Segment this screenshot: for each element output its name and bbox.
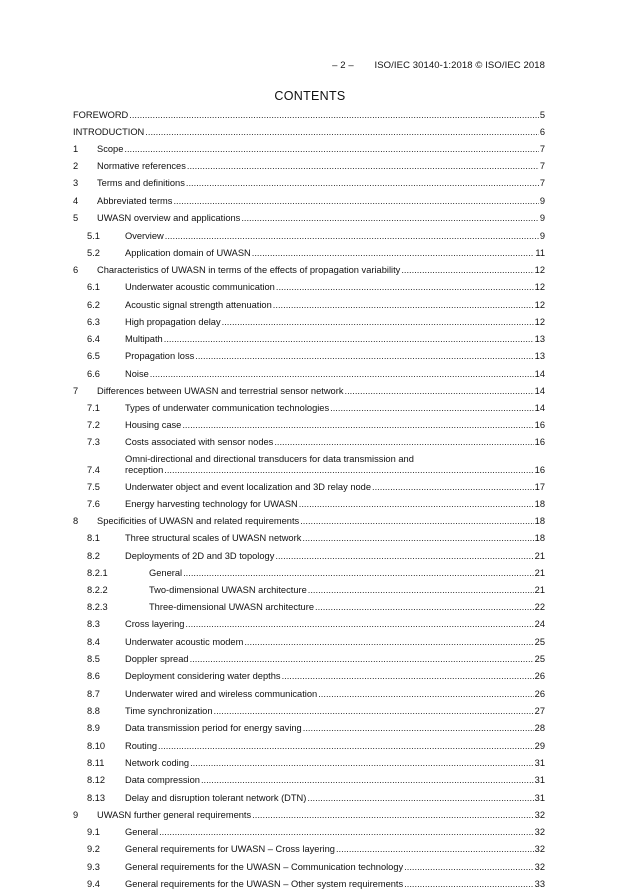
toc-entry-number: 9.1 [87, 827, 100, 837]
toc-entry[interactable] [73, 723, 545, 734]
toc-entry[interactable] [73, 844, 545, 855]
toc-entry-title: INTRODUCTION [73, 127, 145, 137]
toc-entry[interactable] [73, 671, 545, 682]
toc-entry-title: Acoustic signal strength attenuation [125, 300, 272, 310]
dot-leader [182, 420, 533, 431]
toc-entry[interactable] [73, 369, 545, 380]
toc-entry[interactable] [73, 265, 545, 276]
toc-entry-title-continued: reception [125, 465, 164, 475]
toc-entry[interactable] [73, 231, 545, 242]
toc-entry-title: General [125, 827, 159, 837]
toc-entry-title: General requirements for the UWASN – Other system requirements [125, 879, 404, 889]
toc-entry-number: 4 [73, 196, 79, 206]
toc-entry[interactable] [73, 533, 545, 544]
dot-leader [300, 516, 533, 527]
toc-entry-number: 8.1 [87, 533, 100, 543]
toc-entry-page: 21 [534, 585, 545, 595]
standard-reference: ISO/IEC 30140-1:2018 © ISO/IEC 2018 [374, 60, 545, 71]
toc-entry-title: Time synchronization [125, 706, 213, 716]
toc-entry-page: 6 [539, 127, 545, 137]
toc-entry-page: 21 [534, 568, 545, 578]
toc-entry-title: Characteristics of UWASN in terms of the effects of propagation variability [97, 265, 401, 275]
toc-entry-number: 8.3 [87, 619, 100, 629]
toc-entry[interactable] [73, 127, 545, 138]
toc-entry[interactable] [73, 437, 545, 448]
toc-entry-title: Normative references [97, 161, 186, 171]
toc-entry-title: Differences between UWASN and terrestrial sensor network [97, 386, 344, 396]
toc-entry[interactable] [73, 775, 545, 786]
dot-leader [129, 110, 539, 121]
toc-entry[interactable] [73, 758, 545, 769]
dot-leader [164, 465, 533, 476]
toc-entry-page: 32 [534, 810, 545, 820]
toc-entry-number: 9.3 [87, 862, 100, 872]
toc-entry-page: 18 [534, 516, 545, 526]
toc-entry[interactable] [73, 454, 545, 476]
dot-leader [404, 879, 534, 890]
toc-entry-page: 22 [534, 602, 545, 612]
toc-entry-page: 33 [534, 879, 545, 889]
dot-leader [173, 196, 538, 207]
toc-entry-number: 8.2.3 [87, 602, 108, 612]
toc-entry[interactable] [73, 637, 545, 648]
dot-leader [307, 793, 533, 804]
toc-entry[interactable] [73, 110, 545, 121]
dot-leader [186, 178, 539, 189]
toc-entry-page: 7 [539, 178, 545, 188]
dot-leader [222, 317, 534, 328]
toc-entry-title: Two-dimensional UWASN architecture [149, 585, 307, 595]
toc-entry-number: 7.3 [87, 437, 100, 447]
dot-leader [404, 862, 533, 873]
toc-entry[interactable] [73, 334, 545, 345]
toc-entry-title: UWASN overview and applications [97, 213, 241, 223]
toc-entry-page: 16 [534, 420, 545, 430]
dot-leader [299, 499, 534, 510]
toc-entry-number: 7.5 [87, 482, 100, 492]
dot-leader [252, 248, 535, 259]
toc-entry-number: 7.2 [87, 420, 100, 430]
toc-entry-title: Doppler spread [125, 654, 189, 664]
dot-leader [190, 654, 534, 665]
toc-entry-number: 8.6 [87, 671, 100, 681]
toc-entry[interactable] [73, 862, 545, 873]
toc-entry-number: 7.1 [87, 403, 100, 413]
toc-entry-number: 8.7 [87, 689, 100, 699]
dot-leader [241, 213, 539, 224]
dot-leader [214, 706, 534, 717]
toc-entry-page: 24 [534, 619, 545, 629]
toc-entry-title: Underwater acoustic modem [125, 637, 244, 647]
dot-leader [183, 568, 534, 579]
toc-entry-title: Application domain of UWASN [125, 248, 251, 258]
toc-entry-number: 8.10 [87, 741, 106, 751]
page-number: – 2 – [332, 60, 354, 71]
toc-entry-number: 5.1 [87, 231, 100, 241]
toc-entry-page: 32 [534, 862, 545, 872]
toc-entry-page: 7 [539, 161, 545, 171]
toc-entry-page: 12 [534, 317, 545, 327]
toc-entry[interactable] [73, 178, 545, 189]
toc-entry-title: Abbreviated terms [97, 196, 173, 206]
toc-entry[interactable] [73, 144, 545, 155]
toc-entry[interactable] [73, 499, 545, 510]
toc-entry-title: General requirements for UWASN – Cross layering [125, 844, 335, 854]
dot-leader [303, 723, 534, 734]
dot-leader [344, 386, 533, 397]
toc-entry-title: Omni-directional and directional transducers for data transmission and [125, 454, 414, 464]
toc-entry-page: 31 [534, 758, 545, 768]
toc-entry-page: 5 [539, 110, 545, 120]
dot-leader [274, 437, 533, 448]
toc-entry[interactable] [73, 403, 545, 414]
toc-entry-title: Multipath [125, 334, 163, 344]
toc-entry-number: 8.9 [87, 723, 100, 733]
toc-entry-number: 8.5 [87, 654, 100, 664]
toc-entry-number: 8.8 [87, 706, 100, 716]
toc-entry-page: 26 [534, 671, 545, 681]
toc-entry[interactable] [73, 482, 545, 493]
toc-entry[interactable] [73, 161, 545, 172]
toc-entry[interactable] [73, 300, 545, 311]
toc-entry-number: 8.13 [87, 793, 106, 803]
toc-entry-page: 31 [534, 793, 545, 803]
toc-entry-page: 21 [534, 551, 545, 561]
dot-leader [275, 551, 533, 562]
toc-entry-title: Underwater acoustic communication [125, 282, 275, 292]
toc-entry-page: 14 [534, 369, 545, 379]
toc-entry-page: 25 [534, 654, 545, 664]
toc-entry-page: 11 [535, 248, 545, 258]
dot-leader [124, 144, 538, 155]
toc-entry[interactable] [73, 827, 545, 838]
toc-entry-title: Costs associated with sensor nodes [125, 437, 274, 447]
dot-leader [244, 637, 533, 648]
toc-entry-title: High propagation delay [125, 317, 221, 327]
toc-entry-title: Delay and disruption tolerant network (DTN) [125, 793, 307, 803]
toc-entry-title: Underwater wired and wireless communication [125, 689, 318, 699]
toc-entry-page: 29 [534, 741, 545, 751]
toc-entry-title: Deployments of 2D and 3D topology [125, 551, 275, 561]
toc-entry[interactable] [73, 706, 545, 717]
dot-leader [252, 810, 534, 821]
toc-entry-page: 27 [534, 706, 545, 716]
toc-entry-page: 14 [534, 386, 545, 396]
toc-entry-page: 13 [534, 334, 545, 344]
toc-entry-number: 8.2.1 [87, 568, 108, 578]
toc-entry[interactable] [73, 282, 545, 293]
toc-entry-number: 8.2 [87, 551, 100, 561]
dot-leader [164, 334, 534, 345]
toc-entry-number: 1 [73, 144, 79, 154]
dot-leader [318, 689, 533, 700]
dot-leader [190, 758, 534, 769]
toc-entry-page: 12 [534, 300, 545, 310]
toc-entry-title: Overview [125, 231, 164, 241]
dot-leader [401, 265, 533, 276]
toc-entry-number: 6.2 [87, 300, 100, 310]
dot-leader [330, 403, 534, 414]
toc-entry-title: Three structural scales of UWASN network [125, 533, 302, 543]
toc-entry[interactable] [73, 585, 545, 596]
toc-entry-number: 6.5 [87, 351, 100, 361]
toc-entry-title: Terms and definitions [97, 178, 185, 188]
toc-entry[interactable] [73, 196, 545, 207]
toc-entry-title: Network coding [125, 758, 190, 768]
toc-entry[interactable] [73, 810, 545, 821]
toc-entry[interactable] [73, 741, 545, 752]
toc-entry-number: 6 [73, 265, 79, 275]
toc-entry-number: 6.4 [87, 334, 100, 344]
toc-entry-number: 8 [73, 516, 79, 526]
toc-entry-page: 9 [539, 196, 545, 206]
toc-entry-page: 7 [539, 144, 545, 154]
toc-entry-number: 7.4 [87, 465, 100, 475]
toc-entry-page: 32 [534, 827, 545, 837]
dot-leader [315, 602, 534, 613]
toc-entry-page: 16 [534, 437, 545, 447]
toc-entry-title: UWASN further general requirements [97, 810, 252, 820]
toc-entry-title: Housing case [125, 420, 182, 430]
toc-entry-page: 25 [534, 637, 545, 647]
toc-entry[interactable] [73, 213, 545, 224]
dot-leader [273, 300, 534, 311]
dot-leader [158, 741, 534, 752]
toc-entry-title: Three-dimensional UWASN architecture [149, 602, 314, 612]
dot-leader [276, 282, 534, 293]
toc-entry[interactable] [73, 568, 545, 579]
toc-entry-page: 12 [534, 282, 545, 292]
toc-entry-title: General [149, 568, 183, 578]
toc-entry-number: 8.11 [87, 758, 105, 768]
dot-leader [201, 775, 534, 786]
toc-entry[interactable] [73, 654, 545, 665]
toc-entry-title: Routing [125, 741, 158, 751]
toc-entry[interactable] [73, 516, 545, 527]
toc-entry[interactable] [73, 793, 545, 804]
toc-entry[interactable] [73, 248, 545, 259]
toc-entry[interactable] [73, 619, 545, 630]
toc-entry[interactable] [73, 317, 545, 328]
toc-entry-page: 13 [534, 351, 545, 361]
page-title: CONTENTS [274, 89, 346, 103]
toc-entry[interactable] [73, 420, 545, 431]
toc-entry-page: 16 [534, 465, 545, 475]
toc-entry-number: 8.4 [87, 637, 100, 647]
dot-leader [195, 351, 533, 362]
toc-entry-number: 8.12 [87, 775, 106, 785]
dot-leader [282, 671, 534, 682]
toc-entry-title: Data compression [125, 775, 200, 785]
dot-leader [302, 533, 533, 544]
toc-entry-page: 28 [534, 723, 545, 733]
toc-entry[interactable] [73, 602, 545, 613]
toc-entry-number: 7.6 [87, 499, 100, 509]
toc-entry-title: Deployment considering water depths [125, 671, 281, 681]
toc-entry-page: 26 [534, 689, 545, 699]
toc-entry[interactable] [73, 386, 545, 397]
dot-leader [150, 369, 534, 380]
dot-leader [187, 161, 539, 172]
toc-entry-number: 5 [73, 213, 79, 223]
toc-entry-page: 17 [534, 482, 545, 492]
toc-entry-number: 9.4 [87, 879, 100, 889]
toc-entry-title: Energy harvesting technology for UWASN [125, 499, 298, 509]
toc-entry-number: 6.3 [87, 317, 100, 327]
toc-entry[interactable] [73, 351, 545, 362]
dot-leader [336, 844, 534, 855]
toc-entry-number: 9.2 [87, 844, 100, 854]
dot-leader [372, 482, 534, 493]
toc-entry[interactable] [73, 689, 545, 700]
toc-entry-number: 9 [73, 810, 79, 820]
page-header [332, 60, 545, 71]
toc-entry-title: Noise [125, 369, 149, 379]
toc-entry-number: 6.1 [87, 282, 100, 292]
toc-entry-title: FOREWORD [73, 110, 129, 120]
toc-entry-title: Types of underwater communication technologies [125, 403, 330, 413]
toc-entry-number: 2 [73, 161, 79, 171]
toc-entry-title: General requirements for the UWASN – Communication technology [125, 862, 404, 872]
toc-entry-title: Cross layering [125, 619, 185, 629]
toc-entry-title: Scope [97, 144, 124, 154]
toc-entry-page: 31 [534, 775, 545, 785]
toc-entry[interactable] [73, 551, 545, 562]
dot-leader [145, 127, 539, 138]
toc-entry-title: Underwater object and event localization and 3D relay node [125, 482, 372, 492]
toc-entry-number: 3 [73, 178, 79, 188]
toc-entry-title: Propagation loss [125, 351, 195, 361]
toc-entry-number: 8.2.2 [87, 585, 108, 595]
toc-entry[interactable] [73, 879, 545, 890]
toc-entry-page: 18 [534, 533, 545, 543]
toc-entry-number: 6.6 [87, 369, 100, 379]
toc-entry-title: Specificities of UWASN and related requirements [97, 516, 300, 526]
toc-entry-title: Data transmission period for energy saving [125, 723, 302, 733]
dot-leader [308, 585, 534, 596]
dot-leader [159, 827, 534, 838]
toc-entry-page: 9 [539, 213, 545, 223]
dot-leader [185, 619, 533, 630]
toc-entry-number: 5.2 [87, 248, 100, 258]
toc-entry-page: 9 [539, 231, 545, 241]
dot-leader [165, 231, 539, 242]
toc-entry-page: 32 [534, 844, 545, 854]
toc-entry-number: 7 [73, 386, 79, 396]
toc-entry-page: 12 [534, 265, 545, 275]
toc-entry-page: 14 [534, 403, 545, 413]
toc-entry-page: 18 [534, 499, 545, 509]
